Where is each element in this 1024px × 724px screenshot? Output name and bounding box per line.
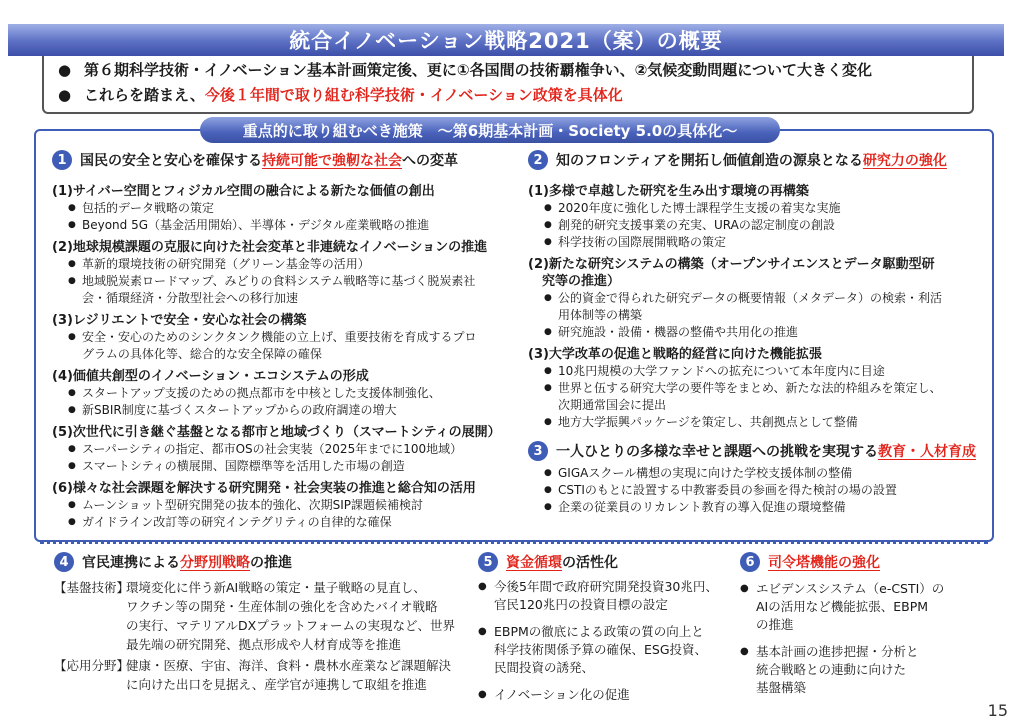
list-item-continuation: 次期通常国会に提出 xyxy=(558,398,667,412)
summary-text-1: 第６期科学技術・イノベーション基本計画策定後、更に①各国間の技術覇権争い、②気候変動問題について大きく変化 xyxy=(84,61,873,79)
text-line: ● イノベーション化の促進 xyxy=(494,687,630,702)
text-line: の実行、マテリアルDXプラットフォームの実現など、世界 xyxy=(126,618,455,633)
list-item: ● 世界と伍する研究大学の要件等をまとめ、新たな法的枠組みを策定し、 xyxy=(528,380,988,397)
pillar-6-highlight: 司令塔機能の強化 xyxy=(768,555,880,571)
pillar-2-sub-2: (2)新たな研究システムの構築（オープンサイエンスとデータ駆動型研 xyxy=(528,257,935,272)
bullet-icon: ● xyxy=(58,86,72,104)
list-item-continuation: 用体制等の構築 xyxy=(558,308,643,322)
pillar-4-applied xyxy=(54,656,474,694)
pillar-3-heading xyxy=(528,441,988,461)
list-item-continuation: グラムの具体化等、総合的な安全保障の確保 xyxy=(82,347,322,361)
list-item: ● 創発的研究支援事業の充実、URAの認定制度の創設 xyxy=(528,217,988,234)
pillar-1-sub-6: (6)様々な社会課題を解決する研究開発・社会実装の推進と総合知の活用 xyxy=(52,481,476,496)
list-item: ● スマートシティの横展開、国際標準等を活用した市場の創造 xyxy=(52,458,522,475)
list-item: ● スーパーシティの指定、都市OSの社会実装（2025年までに100地域） xyxy=(52,441,522,458)
list-item: ● GIGAスクール構想の実現に向けた学校支援体制の整備 xyxy=(528,465,988,482)
list-item: ● 企業の従業員のリカレント教育の導入促進の環境整備 xyxy=(528,499,988,516)
basic-tech-label: 【基盤技術】 xyxy=(54,580,130,595)
list-item xyxy=(740,643,980,697)
list-item: ● ガイドライン改訂等の研究インテグリティの自律的な確保 xyxy=(52,514,522,531)
pillar-2-prefix: 知のフロンティアを開拓し価値創造の源泉となる xyxy=(556,153,863,169)
pillar-4-heading xyxy=(54,552,474,572)
text-line: ● EBPMの徹底による政策の質の向上と xyxy=(494,624,704,639)
pillar-2-sub-3: (3)大学改革の促進と戦略的経営に向けた機能拡張 xyxy=(528,347,822,362)
list-item: ● 地域脱炭素ロードマップ、みどりの食料システム戦略等に基づく脱炭素社 xyxy=(52,273,522,290)
pillar-2-sub-1: (1)多様で卓越した研究を生み出す環境の再構築 xyxy=(528,184,809,199)
pillar-6-heading xyxy=(740,552,980,572)
pillar-5-heading xyxy=(478,552,730,572)
text-line: ● エビデンスシステム（e-CSTI）の xyxy=(756,581,945,596)
pillar-5-highlight: 資金循環 xyxy=(506,555,562,571)
pillar-4-basic xyxy=(54,578,474,654)
list-item xyxy=(478,686,730,704)
list-item xyxy=(740,580,980,634)
number-badge: 6 xyxy=(740,552,760,572)
list-item xyxy=(478,578,730,614)
applied-field-text xyxy=(126,656,451,694)
pillar-1-sub-1: (1)サイバー空間とフィジカル空間の融合による新たな価値の創出 xyxy=(52,184,435,199)
summary-box xyxy=(42,56,974,114)
pillar-3-prefix: 一人ひとりの多様な幸せと課題への挑戦を実現する xyxy=(556,444,878,460)
text-line: に向けた出口を見据え、産学官が連携して取組を推進 xyxy=(126,677,427,692)
summary-text-2-highlight: 今後１年間で取り組む科学技術・イノベーション政策を具体化 xyxy=(204,86,623,104)
list-item: ● Beyond 5G（基金活用開始）、半導体・デジタル産業戦略の推進 xyxy=(52,217,522,234)
text-line: 統合戦略との連動に向けた xyxy=(756,662,907,677)
page-number: 15 xyxy=(987,701,1008,720)
summary-line-1 xyxy=(58,58,958,83)
list-item: ● 研究施設・設備・機器の整備や共用化の推進 xyxy=(528,324,988,341)
dotted-divider xyxy=(40,541,988,544)
list-item: ● 公的資金で得られた研究データの概要情報（メタデータ）の検索・利活 xyxy=(528,290,988,307)
text-line: ● 基本計画の進捗把握・分析と xyxy=(756,644,919,659)
number-badge: 1 xyxy=(52,150,72,170)
list-item: ● 新SBIR制度に基づくスタートアップからの政府調達の増大 xyxy=(52,402,522,419)
pillar-1-prefix: 国民の安全と安心を確保する xyxy=(80,153,262,169)
list-item: ● 科学技術の国際展開戦略の策定 xyxy=(528,234,988,251)
summary-text-2-prefix: これらを踏まえ、 xyxy=(84,86,205,104)
list-item: ● 包括的データ戦略の策定 xyxy=(52,200,522,217)
pillar-4-highlight: 分野別戦略 xyxy=(180,555,250,571)
pillar-1 xyxy=(52,150,522,531)
text-line: の推進 xyxy=(756,617,794,632)
text-line: 官民120兆円の投資目標の設定 xyxy=(494,597,668,612)
pillar-1-sub-4: (4)価値共創型のイノベーション・エコシステムの形成 xyxy=(52,369,369,384)
pillar-2 xyxy=(528,150,988,516)
pillar-1-highlight: 持続可能で強靭な社会 xyxy=(262,153,402,169)
number-badge: 3 xyxy=(528,441,548,461)
basic-tech-text xyxy=(126,578,455,654)
list-item: ● 革新的環境技術の研究開発（グリーン基金等の活用） xyxy=(52,256,522,273)
list-item: ● CSTIのもとに設置する中教審委員の参画を得た検討の場の設置 xyxy=(528,482,988,499)
text-line: 最先端の研究開発、拠点形成や人材育成等を推進 xyxy=(126,637,402,652)
pillar-1-sub-5: (5)次世代に引き継ぐ基盤となる都市と地域づくり（スマートシティの展開） xyxy=(52,425,501,440)
pillar-4-prefix: 官民連携による xyxy=(82,555,180,571)
list-item: ● スタートアップ支援のための拠点都市を中核とした支援体制強化、 xyxy=(52,385,522,402)
text-line: ● 今後5年間で政府研究開発投資30兆円、 xyxy=(494,579,718,594)
section-tab: 重点的に取り組むべき施策 ～第6期基本計画・Society 5.0の具体化～ xyxy=(200,117,780,143)
text-line: 科学技術関係予算の確保、ESG投資、 xyxy=(494,642,708,657)
number-badge: 5 xyxy=(478,552,498,572)
pillar-4-suffix: の推進 xyxy=(250,555,292,571)
pillar-1-heading xyxy=(52,150,522,170)
pillar-1-suffix: への変革 xyxy=(402,153,458,169)
pillar-3-highlight: 教育・人材育成 xyxy=(878,444,976,460)
list-item: ● 10兆円規模の大学ファンドへの拡充について本年度内に目途 xyxy=(528,363,988,380)
text-line: AIの活用など機能拡張、EBPM xyxy=(756,599,929,614)
pillar-4 xyxy=(54,548,474,716)
list-item xyxy=(478,623,730,677)
number-badge: 2 xyxy=(528,150,548,170)
summary-line-2 xyxy=(58,83,958,108)
pillar-2-heading xyxy=(528,150,988,170)
pillar-6 xyxy=(740,548,980,716)
page-title: 統合イノベーション戦略2021（案）の概要 xyxy=(8,24,1004,56)
pillar-2-highlight: 研究力の強化 xyxy=(862,153,947,169)
pillar-5 xyxy=(478,548,730,716)
applied-field-label: 【応用分野】 xyxy=(54,658,130,673)
list-item: ● 安全・安心のためのシンクタンク機能の立上げ、重要技術を育成するプロ xyxy=(52,329,522,346)
list-item-continuation: 会・循環経済・分散型社会への移行加速 xyxy=(82,291,299,305)
text-line: 健康・医療、宇宙、海洋、食料・農林水産業など課題解決 xyxy=(126,658,452,673)
list-item: ● 2020年度に強化した博士課程学生支援の着実な実施 xyxy=(528,200,988,217)
text-line: ワクチン等の開発・生産体制の強化を含めたバイオ戦略 xyxy=(126,599,438,614)
text-line: 基盤構築 xyxy=(756,680,807,695)
pillar-2-sub-2-cont: 究等の推進） xyxy=(542,274,621,289)
list-item: ● 地方大学振興パッケージを策定し、共創拠点として整備 xyxy=(528,414,988,431)
list-item: ● ムーンショット型研究開発の抜本的強化、次期SIP課題候補検討 xyxy=(52,497,522,514)
pillar-1-sub-2: (2)地球規模課題の克服に向けた社会変革と非連続なイノベーションの推進 xyxy=(52,240,488,255)
text-line: 環境変化に伴う新AI戦略の策定・量子戦略の見直し、 xyxy=(126,580,426,595)
text-line: 民間投資の誘発、 xyxy=(494,660,595,675)
bullet-icon: ● xyxy=(58,61,72,79)
pillar-1-sub-3: (3)レジリエントで安全・安心な社会の構築 xyxy=(52,313,307,328)
number-badge: 4 xyxy=(54,552,74,572)
pillar-5-suffix: の活性化 xyxy=(562,555,618,571)
